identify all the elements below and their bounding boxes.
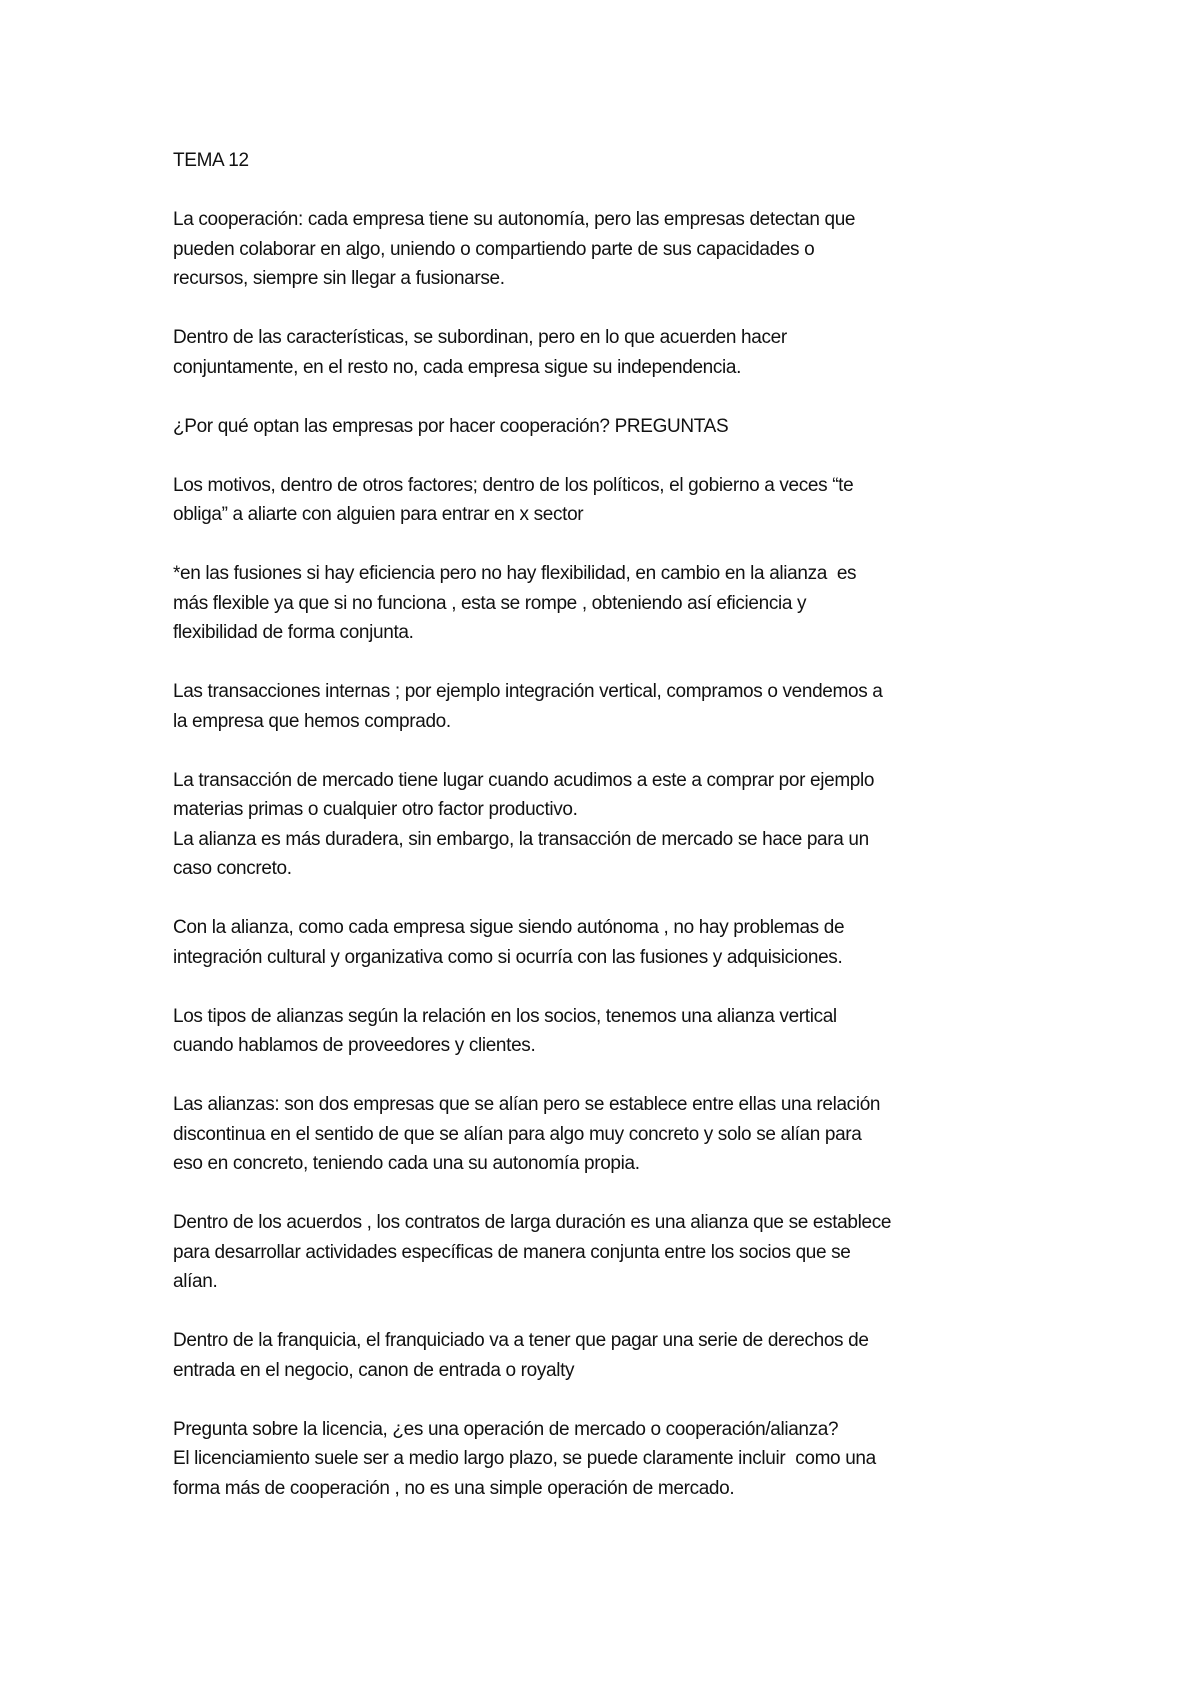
text-line: recursos, siempre sin llegar a fusionarse. — [173, 268, 505, 289]
text-line: cuando hablamos de proveedores y clientes. — [173, 1035, 536, 1056]
text-line: ¿Por qué optan las empresas por hacer cooperación? PREGUNTAS — [173, 415, 729, 437]
text-line: Con la alianza, como cada empresa sigue siendo autónoma , no hay problemas de — [173, 917, 845, 938]
text-line: Pregunta sobre la licencia, ¿es una operación de mercado o cooperación/alianza? — [173, 1418, 839, 1440]
paragraph-transacciones-internas — [173, 677, 1073, 736]
text-line: Los tipos de alianzas según la relación en los socios, tenemos una alianza vertical — [173, 1005, 837, 1027]
text-line: Dentro de los acuerdos , los contratos de larga duración es una alianza que se establece — [173, 1212, 892, 1233]
text-line: Dentro de las características, se subordinan, pero en lo que acuerden hacer — [173, 327, 787, 348]
paragraph-franquicia — [173, 1326, 1073, 1385]
text-line: la empresa que hemos comprado. — [173, 710, 451, 732]
text-line: discontinua en el sentido de que se alían para algo muy concreto y solo se alían para — [173, 1123, 862, 1145]
paragraph-acuerdos — [173, 1208, 1073, 1297]
text-line: materias primas o cualquier otro factor productivo. — [173, 799, 578, 820]
text-line: La transacción de mercado tiene lugar cuando acudimos a este a comprar por ejemplo — [173, 769, 875, 791]
paragraph-fusiones-nota — [173, 559, 1073, 648]
text-line: integración cultural y organizativa como si ocurría con las fusiones y adquisiciones. — [173, 946, 843, 968]
paragraph-pregunta-por-que — [173, 412, 1073, 442]
text-line: alían. — [173, 1271, 218, 1292]
text-line: entrada en el negocio, canon de entrada o royalty — [173, 1359, 575, 1381]
paragraph-cooperacion — [173, 205, 1073, 294]
text-line: Dentro de la franquicia, el franquiciado va a tener que pagar una serie de derechos de — [173, 1330, 869, 1351]
text-line: Los motivos, dentro de otros factores; dentro de los políticos, el gobierno a veces “te — [173, 474, 854, 496]
document-title: TEMA 12 — [173, 150, 249, 171]
text-line: eso en concreto, teniendo cada una su autonomía propia. — [173, 1153, 640, 1174]
text-line: La alianza es más duradera, sin embargo, la transacción de mercado se hace para un — [173, 828, 869, 850]
text-line: Las alianzas: son dos empresas que se alían pero se establece entre ellas una relación — [173, 1094, 881, 1115]
paragraph-transaccion-mercado — [173, 766, 1073, 884]
text-line: Las transacciones internas ; por ejemplo integración vertical, compramos o vendemos a — [173, 681, 883, 702]
text-line: pueden colaborar en algo, uniendo o compartiendo parte de sus capacidades o — [173, 238, 815, 260]
text-line: El licenciamiento suele ser a medio largo plazo, se puede claramente incluir como una — [173, 1448, 876, 1469]
text-line: más flexible ya que si no funciona , esta se rompe , obteniendo así eficiencia y — [173, 592, 807, 614]
text-line: conjuntamente, en el resto no, cada empresa sigue su independencia. — [173, 356, 742, 378]
text-line: flexibilidad de forma conjunta. — [173, 622, 414, 643]
paragraph-motivos — [173, 471, 1073, 530]
text-line: forma más de cooperación , no es una simple operación de mercado. — [173, 1477, 735, 1499]
paragraph-las-alianzas — [173, 1090, 1073, 1179]
text-line: caso concreto. — [173, 858, 292, 879]
text-line: para desarrollar actividades específicas de manera conjunta entre los socios que se — [173, 1241, 851, 1263]
paragraph-alianza-autonoma — [173, 913, 1073, 972]
text-line: La cooperación: cada empresa tiene su autonomía, pero las empresas detectan que — [173, 209, 856, 230]
document-body — [173, 146, 1073, 1503]
text-line: *en las fusiones si hay eficiencia pero no hay flexibilidad, en cambio en la alianza es — [173, 563, 857, 584]
text-line: obliga” a aliarte con alguien para entrar en x sector — [173, 504, 584, 525]
paragraph-licencia — [173, 1415, 1073, 1504]
paragraph-caracteristicas — [173, 323, 1073, 382]
paragraph-tipos-alianzas — [173, 1002, 1073, 1061]
